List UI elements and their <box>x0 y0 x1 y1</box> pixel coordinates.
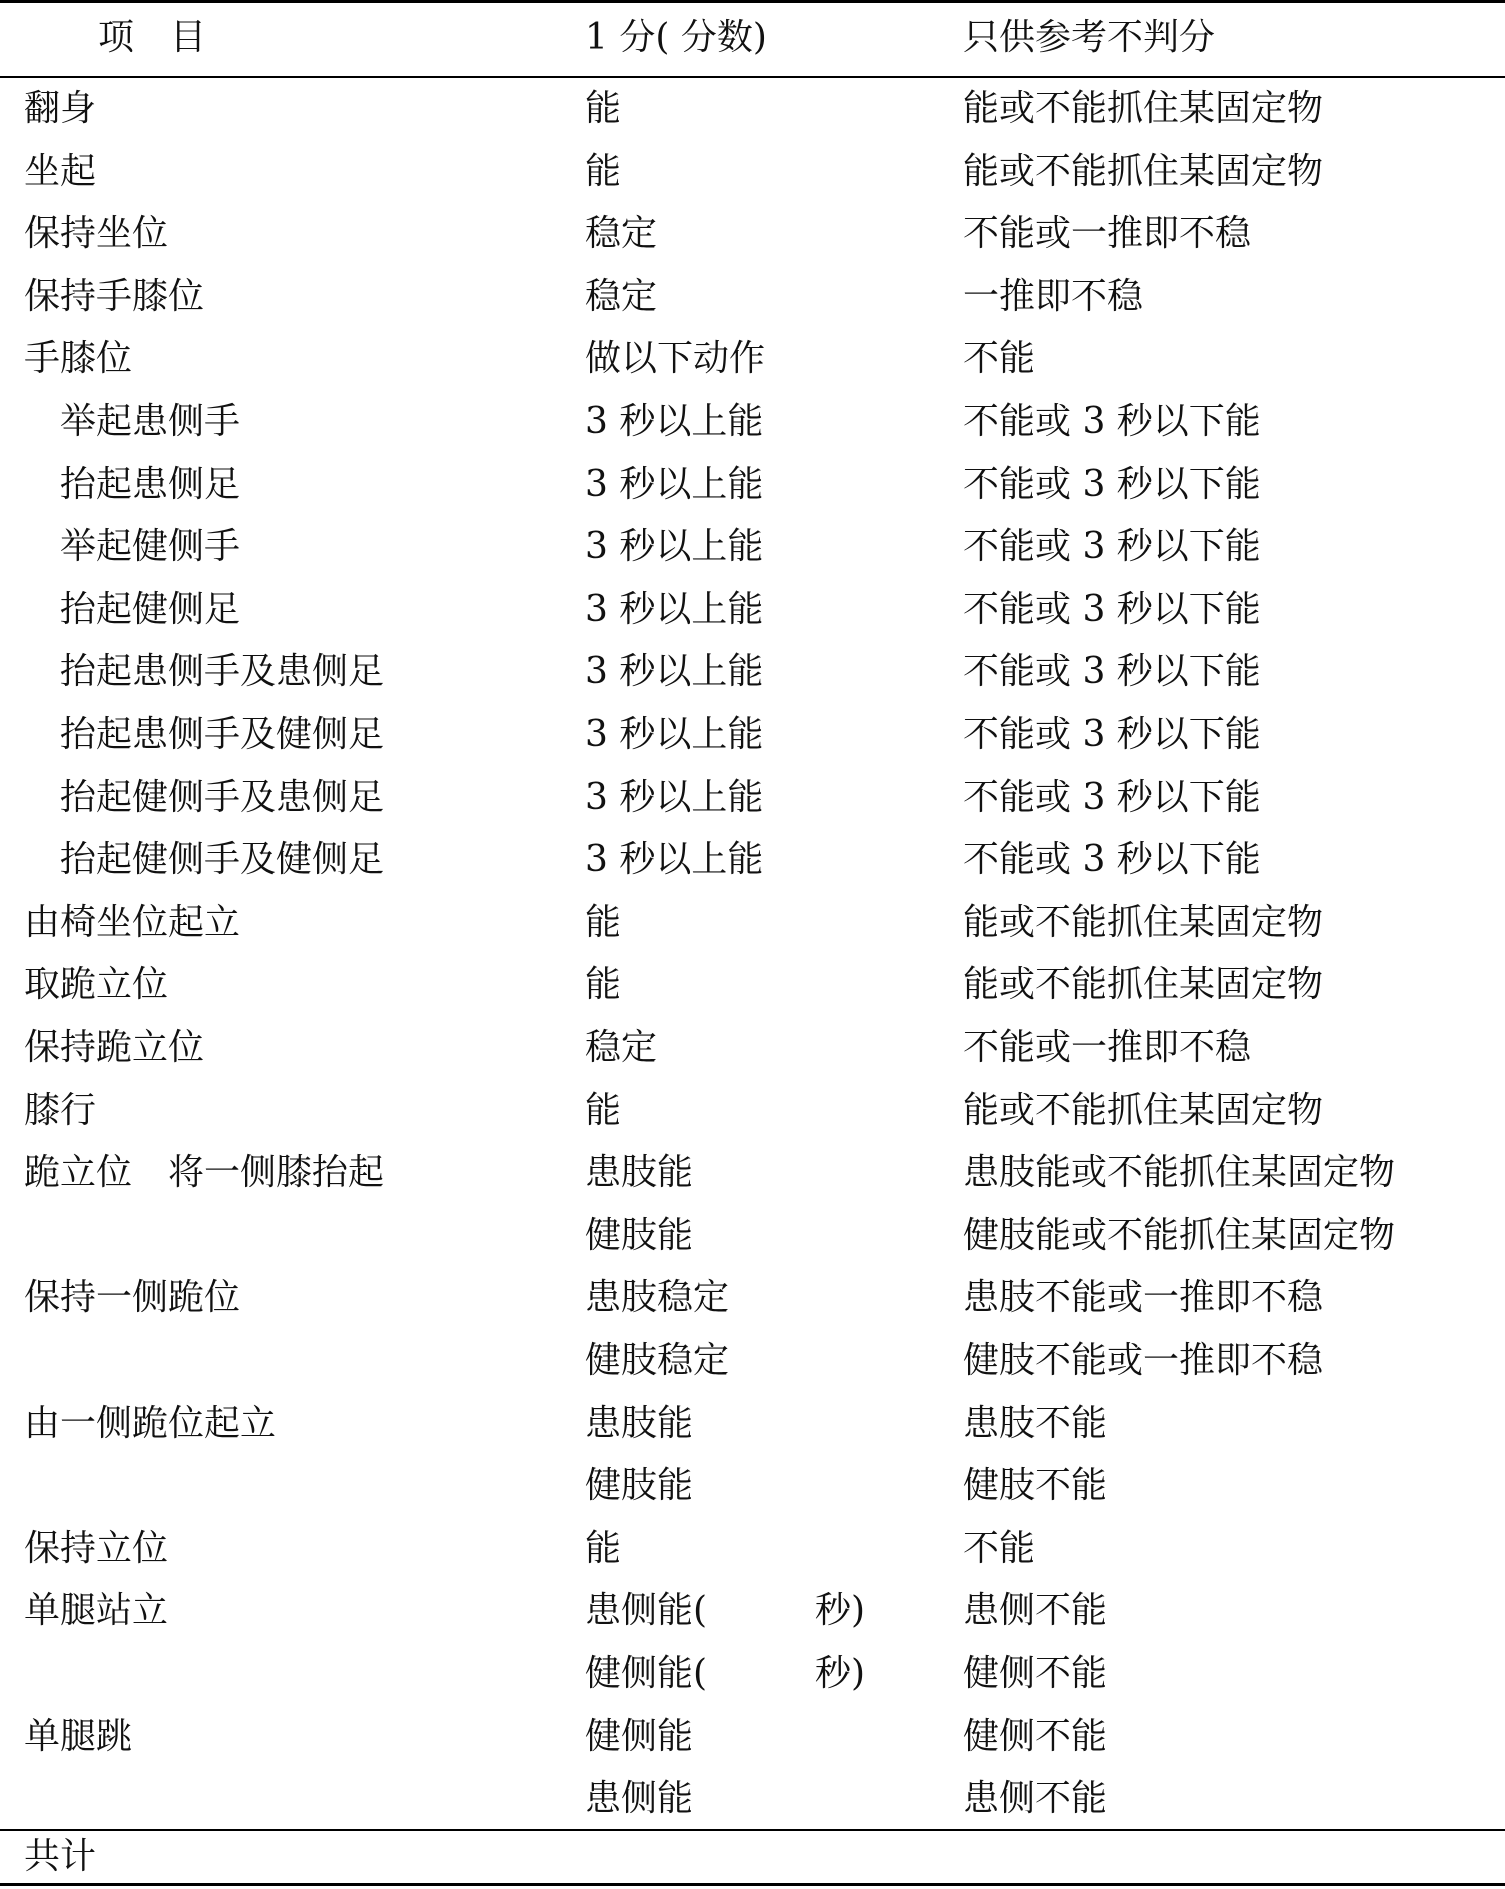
cell-score: 健侧能( 秒) <box>585 1653 866 1694</box>
cell-item: 取跪立位 <box>24 964 169 1006</box>
cell-reference: 患侧不能 <box>963 1778 1108 1820</box>
table-row <box>0 141 1505 203</box>
cell-score: 能 <box>585 88 622 129</box>
cell-reference: 患肢能或不能抓住某固定物 <box>963 1152 1396 1194</box>
cell-item: 单腿站立 <box>24 1590 169 1632</box>
table-row <box>0 829 1505 891</box>
cell-reference: 能或不能抓住某固定物 <box>963 1089 1324 1131</box>
cell-reference: 能或不能抓住某固定物 <box>963 901 1324 943</box>
table-header-row <box>0 0 1505 62</box>
cell-score: 稳定 <box>585 1027 658 1068</box>
table-row <box>0 1768 1505 1830</box>
table-row <box>0 203 1505 265</box>
cell-reference: 健肢能或不能抓住某固定物 <box>963 1214 1396 1256</box>
table-row <box>0 1205 1505 1267</box>
cell-reference: 不能或一推即不稳 <box>963 1027 1252 1068</box>
cell-score: 3 秒以上能 <box>585 526 764 568</box>
cell-reference: 不能或一推即不稳 <box>963 213 1252 255</box>
table-row <box>0 328 1505 390</box>
cell-score: 患肢能 <box>585 1152 694 1194</box>
cell-item: 抬起患侧手及健侧足 <box>60 714 385 755</box>
cell-reference: 能或不能抓住某固定物 <box>963 150 1324 192</box>
cell-score: 能 <box>585 1527 622 1569</box>
table-row <box>0 1267 1505 1329</box>
cell-item: 抬起健侧手及患侧足 <box>60 776 385 818</box>
cell-reference: 不能或 3 秒以下能 <box>963 839 1261 881</box>
cell-reference: 健肢不能或一推即不稳 <box>963 1340 1324 1381</box>
cell-reference: 不能 <box>963 1527 1036 1569</box>
cell-score: 患肢能 <box>585 1402 694 1444</box>
cell-reference: 不能或 3 秒以下能 <box>963 588 1261 630</box>
table-row <box>0 1518 1505 1580</box>
cell-score: 3 秒以上能 <box>585 401 764 442</box>
cell-score: 健侧能 <box>585 1715 694 1757</box>
table-row <box>0 1017 1505 1079</box>
cell-score: 健肢能 <box>585 1214 694 1256</box>
table-row <box>0 1080 1505 1142</box>
table-row <box>0 954 1505 1016</box>
table-row <box>0 516 1505 578</box>
cell-score: 患侧能 <box>585 1778 694 1820</box>
cell-item: 举起患侧手 <box>60 401 241 442</box>
cell-item: 由椅坐位起立 <box>24 901 241 943</box>
cell-score: 能 <box>585 1089 622 1131</box>
header-reference: 只供参考不判分 <box>963 17 1216 58</box>
cell-reference: 患肢不能或一推即不稳 <box>963 1277 1324 1319</box>
cell-item: 保持一侧跪位 <box>24 1277 241 1319</box>
header-item: 项 目 <box>98 17 207 58</box>
cell-score: 能 <box>585 964 622 1006</box>
cell-score: 健肢稳定 <box>585 1340 730 1381</box>
table-row <box>0 1142 1505 1204</box>
cell-score: 做以下动作 <box>585 338 766 380</box>
cell-item: 坐起 <box>24 150 97 192</box>
header-score: 1 分( 分数) <box>585 17 767 58</box>
cell-item: 保持坐位 <box>24 213 169 255</box>
cell-score: 患肢稳定 <box>585 1277 730 1319</box>
cell-item: 举起健侧手 <box>60 526 241 568</box>
cell-reference: 一推即不稳 <box>963 275 1144 317</box>
cell-reference: 不能或 3 秒以下能 <box>963 401 1261 442</box>
cell-score: 3 秒以上能 <box>585 651 764 693</box>
cell-item: 膝行 <box>24 1089 97 1131</box>
cell-score: 健肢能 <box>585 1465 694 1507</box>
cell-item: 翻身 <box>24 88 97 129</box>
cell-item: 保持手膝位 <box>24 275 205 317</box>
cell-reference: 不能或 3 秒以下能 <box>963 776 1261 818</box>
total-row <box>0 1831 1505 1883</box>
table-row <box>0 454 1505 516</box>
table-row <box>0 767 1505 829</box>
table-row <box>0 78 1505 140</box>
cell-item: 抬起患侧足 <box>60 463 241 505</box>
cell-reference: 不能或 3 秒以下能 <box>963 651 1261 693</box>
table-row <box>0 1643 1505 1705</box>
cell-reference: 健侧不能 <box>963 1653 1108 1694</box>
cell-reference: 患肢不能 <box>963 1402 1108 1444</box>
cell-reference: 不能或 3 秒以下能 <box>963 714 1261 755</box>
cell-score: 3 秒以上能 <box>585 776 764 818</box>
cell-item: 抬起健侧足 <box>60 588 241 630</box>
cell-reference: 不能或 3 秒以下能 <box>963 463 1261 505</box>
cell-reference: 不能或 3 秒以下能 <box>963 526 1261 568</box>
cell-item: 抬起患侧手及患侧足 <box>60 651 385 693</box>
cell-score: 稳定 <box>585 213 658 255</box>
cell-score: 能 <box>585 901 622 943</box>
table-row <box>0 266 1505 328</box>
cell-score: 3 秒以上能 <box>585 839 764 881</box>
cell-item: 保持跪立位 <box>24 1027 205 1068</box>
cell-reference: 不能 <box>963 338 1036 380</box>
cell-reference: 健肢不能 <box>963 1465 1108 1507</box>
cell-item: 抬起健侧手及健侧足 <box>60 839 385 881</box>
cell-item: 跪立位 将一侧膝抬起 <box>24 1152 385 1194</box>
table-row <box>0 1330 1505 1392</box>
cell-score: 患侧能( 秒) <box>585 1590 866 1632</box>
table-row <box>0 892 1505 954</box>
table-row <box>0 641 1505 703</box>
cell-reference: 患侧不能 <box>963 1590 1108 1632</box>
table-row <box>0 1393 1505 1455</box>
cell-reference: 能或不能抓住某固定物 <box>963 964 1324 1006</box>
cell-item: 保持立位 <box>24 1527 169 1569</box>
cell-score: 3 秒以上能 <box>585 714 764 755</box>
cell-score: 能 <box>585 150 622 192</box>
table-row <box>0 391 1505 453</box>
cell-reference: 能或不能抓住某固定物 <box>963 88 1324 129</box>
cell-item: 单腿跳 <box>24 1715 133 1757</box>
table-row <box>0 579 1505 641</box>
table-row <box>0 1706 1505 1768</box>
cell-score: 3 秒以上能 <box>585 588 764 630</box>
table-row <box>0 1580 1505 1642</box>
table-row <box>0 1455 1505 1517</box>
cell-reference: 健侧不能 <box>963 1715 1108 1757</box>
cell-score: 稳定 <box>585 275 658 317</box>
total-label: 共计 <box>24 1836 97 1877</box>
table-bottom-rule <box>0 1883 1505 1886</box>
table-row <box>0 704 1505 766</box>
cell-score: 3 秒以上能 <box>585 463 764 505</box>
cell-item: 由一侧跪位起立 <box>24 1402 277 1444</box>
cell-item: 手膝位 <box>24 338 133 380</box>
